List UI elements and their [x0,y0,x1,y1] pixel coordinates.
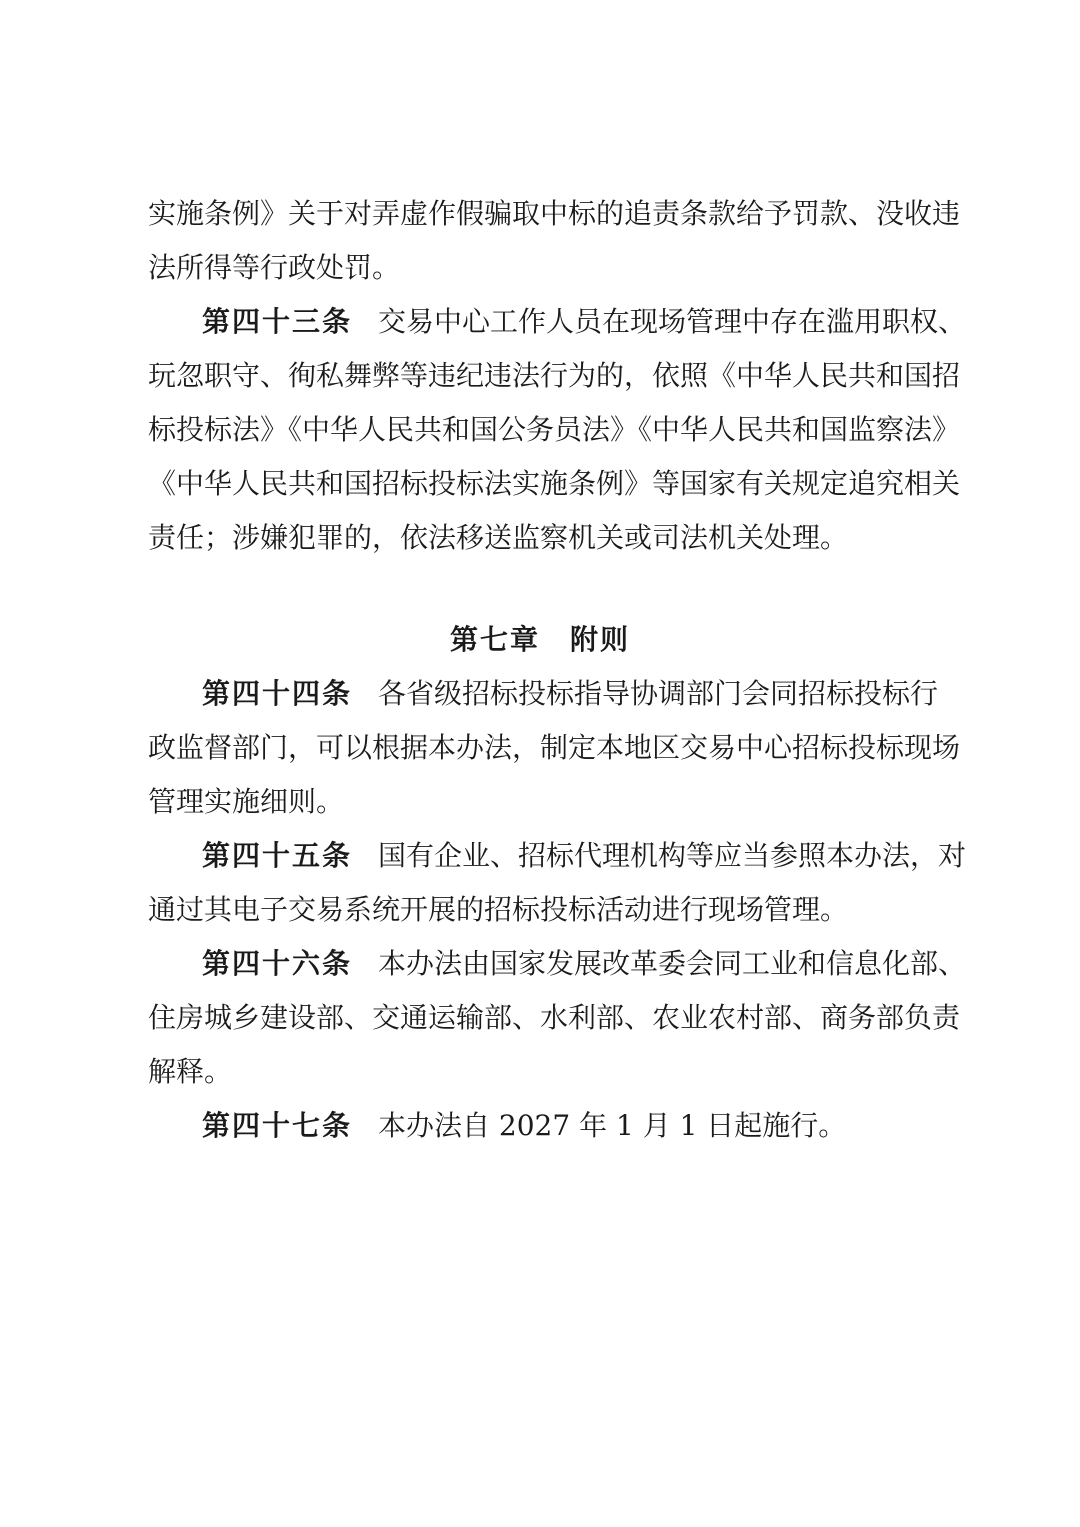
article-43-line-4: 《中华人民共和国招标投标法实施条例》等国家有关规定追究相关 [148,467,961,500]
article-47-line-1 [202,1106,1002,1146]
article-42-tail-line-1: 实施条例》关于对弄虚作假骗取中标的追责条款给予罚款、没收违 [148,197,961,230]
chapter-title: 附则 [570,623,631,656]
article-42-tail-line-2: 法所得等行政处罚。 [148,251,401,284]
article-44-label: 第四十四条 [202,677,353,710]
article-46-label: 第四十六条 [202,947,353,980]
article-43-line-2: 玩忽职守、徇私舞弊等违纪违法行为的，依照《中华人民共和国招 [148,359,961,392]
article-46-line-1 [202,944,1002,984]
article-45-line-1 [202,836,1002,876]
article-43-line-5: 责任；涉嫌犯罪的，依法移送监察机关或司法机关处理。 [148,521,849,554]
article-43-label: 第四十三条 [202,305,353,338]
article-45-line-2: 通过其电子交易系统开展的招标投标活动进行现场管理。 [148,893,849,926]
article-43-line-3: 标投标法》《中华人民共和国公务员法》《中华人民共和国监察法》 [148,413,961,446]
chapter-heading [0,620,1080,660]
article-45-label: 第四十五条 [202,839,353,872]
article-44-line-1 [202,674,1002,714]
article-44-text-1: 各省级招标投标指导协调部门会同招标投标行 [378,677,939,710]
article-47-text-1: 本办法自 2027 年 1 月 1 日起施行。 [378,1109,847,1142]
article-44-line-3: 管理实施细则。 [148,785,345,818]
article-46-line-3: 解释。 [148,1055,233,1088]
article-46-text-1: 本办法由国家发展改革委会同工业和信息化部、 [378,947,967,980]
article-47-label: 第四十七条 [202,1109,353,1142]
article-44-line-2: 政监督部门，可以根据本办法，制定本地区交易中心招标投标现场 [148,731,961,764]
chapter-number: 第七章 [449,623,540,656]
article-43-line-1 [202,302,1002,342]
article-45-text-1: 国有企业、招标代理机构等应当参照本办法，对 [378,839,967,872]
article-46-line-2: 住房城乡建设部、交通运输部、水利部、农业农村部、商务部负责 [148,1001,961,1034]
article-43-text-1: 交易中心工作人员在现场管理中存在滥用职权、 [378,305,967,338]
